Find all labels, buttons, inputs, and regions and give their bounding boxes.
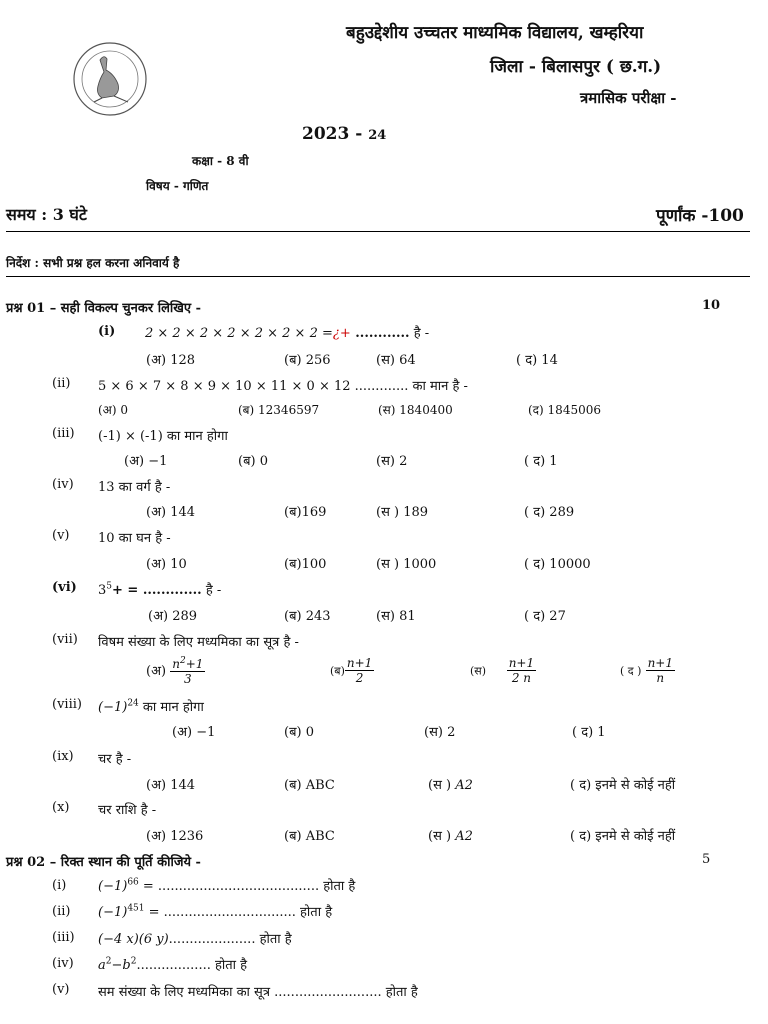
question-text: सम संख्या के लिए मध्यमिका का सूत्र .......................... होता है (98, 985, 418, 1000)
option-a: (अ) 0 (98, 403, 128, 417)
option-d: ( द) 1 (572, 725, 606, 740)
option-b: (ब)169 (284, 505, 327, 520)
question-text: (-1) × (-1) का मान होगा (98, 429, 228, 444)
option-c: (स) 81 (376, 609, 416, 624)
question-text: $a^2-b^2$.................. होता है (98, 956, 248, 973)
item-number: (iv) (52, 956, 74, 971)
item-number: (ix) (52, 749, 74, 764)
question-text: 5 × 6 × 7 × 8 × 9 × 10 × 11 × 0 × 12 ............. का मान है - (98, 379, 468, 394)
option-d: ( द) इनमे से कोई नहीं (570, 778, 676, 793)
item-number: (ii) (52, 376, 71, 391)
option-b: (ब) 12346597 (238, 403, 320, 417)
option-d: (द) 1845006 (528, 403, 601, 417)
option-c: (स) 2 (424, 725, 456, 740)
option-a: (अ) $\frac{n^2+1}{3}$ (146, 656, 204, 687)
school-logo (70, 40, 150, 118)
item-number: (x) (52, 800, 70, 815)
item-number: (i) (52, 878, 67, 893)
question-text: $(-1)^{24}$ का मान होगा (98, 698, 204, 715)
max-marks: पूर्णांक -100 (656, 206, 744, 226)
question-text: 2 × 2 × 2 × 2 × 2 × 2 × 2 =¿+ ............ है - (145, 326, 430, 341)
option-a: (अ) 1236 (146, 829, 204, 844)
option-a: (अ) −1 (124, 454, 168, 469)
question-text: $3^5+$ = ............. है - (98, 581, 222, 598)
question-1-marks: 10 (702, 298, 721, 313)
subject-label: विषय - गणित (146, 179, 209, 193)
option-b: (ब) 256 (284, 353, 331, 368)
option-a: (अ) −1 (172, 725, 216, 740)
item-number: (v) (52, 982, 70, 997)
item-number: (vi) (52, 580, 77, 595)
question-text: (−4 x)(6 y)..................... होता है (98, 932, 292, 947)
option-d: ( द) 10000 (524, 557, 591, 572)
class-label: कक्षा - 8 वी (192, 154, 249, 168)
option-b: (ब)100 (284, 557, 327, 572)
option-b: (ब) ABC (284, 829, 335, 844)
option-a: (अ) 289 (148, 609, 198, 624)
option-d: ( द) इनमे से कोई नहीं (570, 829, 676, 844)
question-text: 13 का वर्ग है - (98, 480, 171, 495)
option-a: (अ) 10 (146, 557, 187, 572)
option-a: (अ) 128 (146, 353, 196, 368)
option-c: (स ) 189 (376, 505, 429, 520)
question-text: $(-1)^{451}$ = ................................ होता है (98, 903, 333, 920)
option-b: (ब) $\frac{n+1}{2}$ (330, 656, 373, 686)
option-d: ( द ) $\frac{n+1}{n}$ (620, 656, 673, 686)
option-c: (स) 1840400 (378, 403, 453, 417)
exam-name: त्रमासिक परीक्षा - (580, 89, 677, 107)
option-a: (अ) 144 (146, 778, 196, 793)
option-b: (ब) 0 (284, 725, 314, 740)
option-d: ( द) 1 (524, 454, 558, 469)
instruction: निर्देश : सभी प्रश्न हल करना अनिवार्य है (6, 256, 180, 270)
option-c: (स) 2 (376, 454, 408, 469)
option-b: (ब) 243 (284, 609, 331, 624)
option-d: ( द) 289 (524, 505, 575, 520)
item-number: (iii) (52, 930, 75, 945)
option-b: (ब) ABC (284, 778, 335, 793)
item-number: (ii) (52, 904, 71, 919)
question-text: 10 का घन है - (98, 531, 171, 546)
divider (6, 231, 750, 232)
question-text: $(-1)^{66}$ = ....................................... होता है (98, 877, 356, 894)
option-c: (स) $\frac{n+1}{2 n}$ (470, 656, 535, 686)
option-d: ( द) 14 (516, 353, 558, 368)
question-2-title: प्रश्न 02 – रिक्त स्थान की पूर्ति कीजिये - (6, 855, 201, 870)
question-1-title: प्रश्न 01 – सही विकल्प चुनकर लिखिए - (6, 301, 201, 316)
item-number: (v) (52, 528, 70, 543)
time-label: समय : 3 घंटे (6, 205, 87, 224)
item-number: (vii) (52, 632, 78, 647)
item-number: (iv) (52, 477, 74, 492)
option-b: (ब) 0 (238, 454, 268, 469)
option-c: (स ) A2 (428, 778, 473, 793)
district: जिला - बिलासपुर ( छ.ग.) (490, 57, 662, 77)
school-name: बहुउद्देशीय उच्चतर माध्यमिक विद्यालय, खम्हरिया (346, 23, 644, 43)
item-number: (i) (98, 324, 116, 339)
item-number: (viii) (52, 697, 82, 712)
option-c: (स ) A2 (428, 829, 473, 844)
divider (6, 276, 750, 277)
option-c: (स) 64 (376, 353, 416, 368)
option-a: (अ) 144 (146, 505, 196, 520)
question-text: विषम संख्या के लिए मध्यमिका का सूत्र है - (98, 635, 299, 650)
question-2-marks: 5 (702, 852, 711, 867)
option-c: (स ) 1000 (376, 557, 437, 572)
item-number: (iii) (52, 426, 75, 441)
question-text: चर है - (98, 752, 132, 767)
exam-year: 2023 - 24 (302, 124, 387, 144)
question-text: चर राशि है - (98, 803, 157, 818)
option-d: ( द) 27 (524, 609, 566, 624)
